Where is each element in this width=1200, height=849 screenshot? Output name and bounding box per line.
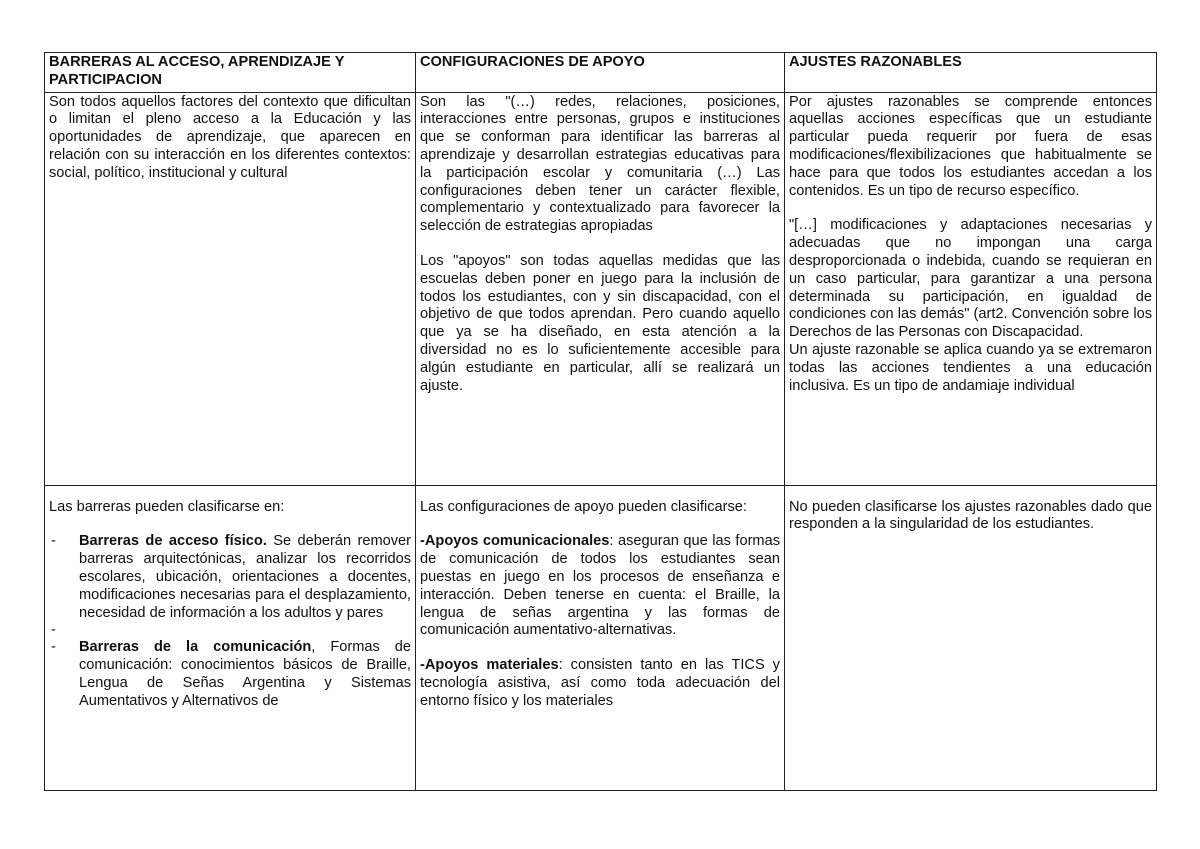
configuraciones-definition-p1: Son las "(…) redes, relaciones, posiciones, interacciones entre personas, grupos e instituciones que se conforman para identificar las barreras al aprendizaje y desarrollan estrategias educativas para la participación escolar y comunitaria (…) Las configuraciones deben tener un carácter flexible, complementario y contextualizado para favorecer la selección de estrategias apropiadas — [420, 93, 780, 235]
ajustes-definition-p3: Un ajuste razonable se aplica cuando ya se extremaron todas las acciones tendientes a una educación inclusiva. Es un tipo de andamiaje individual — [789, 341, 1152, 394]
list-item — [420, 657, 780, 710]
configuraciones-classification-cell — [416, 485, 785, 790]
configuraciones-definition-cell — [416, 92, 785, 485]
list-item-title: -Apoyos materiales — [420, 657, 559, 674]
comparison-table — [44, 52, 1157, 791]
ajustes-definition-p2: "[…] modificaciones y adaptaciones necesarias y adecuadas que no impongan una carga desproporcionada o indebida, cuando se requieran en un caso particular, para garantizar a una persona determinada su participación, en igualdad de condiciones con las demás" (art2. Convención sobre los Derechos de las Personas con Discapacidad. — [789, 217, 1152, 341]
barreras-classification-cell — [45, 485, 416, 790]
table-header-row — [45, 53, 1157, 93]
list-item-text: Se deberán remover barreras arquitectónicas, analizar los recorridos escolares, ubicación, orientaciones a docentes, modificaciones necesarias para el desplazamiento, necesidad de información a los adultos y pares — [79, 533, 411, 621]
list-item-title: -Apoyos comunicacionales — [420, 533, 610, 550]
barreras-list — [49, 533, 411, 710]
list-item-text: : aseguran que las formas de comunicación de todos los estudiantes sean puestas en juego en los procesos de enseñanza e interacción. Deben tenerse en cuenta: el Braille, la lengua de señas argentina y las formas de comunicación aumentativo-alternativas. — [420, 533, 780, 639]
barreras-definition-text: Son todos aquellos factores del contexto que dificultan o limitan el pleno acceso a la Educación y las oportunidades de aprendizaje, que aparecen en relación con su interacción en los diferentes contextos: social, político, institucional y cultural — [49, 93, 411, 181]
header-ajustes: AJUSTES RAZONABLES — [785, 53, 1157, 93]
classification-row — [45, 485, 1157, 790]
list-item — [49, 639, 411, 710]
configuraciones-definition-p2: Los "apoyos" son todas aquellas medidas que las escuelas deben poner en juego para la inclusión de todos los estudiantes, con y sin discapacidad, con el objetivo de que todos aprendan. Pero cuando aquello que ya se ha diseñado, en esta atención a la diversidad no es lo suficientemente accesible para algún estudiante en particular, allí se realizará un ajuste. — [420, 252, 780, 394]
header-configuraciones: CONFIGURACIONES DE APOYO — [416, 53, 785, 93]
list-item-title: Barreras de la comunicación — [79, 639, 312, 656]
ajustes-classification-text: No pueden clasificarse los ajustes razonables dado que responden a la singularidad de los estudiantes. — [789, 498, 1152, 533]
list-item-title: Barreras de acceso físico. — [79, 533, 267, 550]
list-item-text: : consisten tanto en las TICS y tecnología asistiva, así como toda adecuación del entorno físico y los materiales — [420, 657, 780, 709]
ajustes-definition-p1: Por ajustes razonables se comprende entonces aquellas acciones específicas que un estudiante particular pueda requerir por fuera de esas modificaciones/flexibilizaciones que habitualmente se hace para que todos los estudiantes accedan a los contenidos. Es un tipo de recurso específico. — [789, 93, 1152, 199]
ajustes-definition-cell — [785, 92, 1157, 485]
configuraciones-classification-intro: Las configuraciones de apoyo pueden clasificarse: — [420, 498, 747, 515]
list-item — [49, 533, 411, 622]
list-item — [420, 533, 780, 640]
list-item-text: , Formas de comunicación: conocimientos básicos de Braille, Lengua de Señas Argentina y Sistemas Aumentativos y Alternativos de — [79, 639, 411, 709]
ajustes-classification-cell — [785, 485, 1157, 790]
header-barreras: BARRERAS AL ACCESO, APRENDIZAJE Y PARTICIPACION — [45, 53, 416, 93]
barreras-classification-intro: Las barreras pueden clasificarse en: — [49, 498, 285, 515]
barreras-definition-cell — [45, 92, 416, 485]
definitions-row — [45, 92, 1157, 485]
